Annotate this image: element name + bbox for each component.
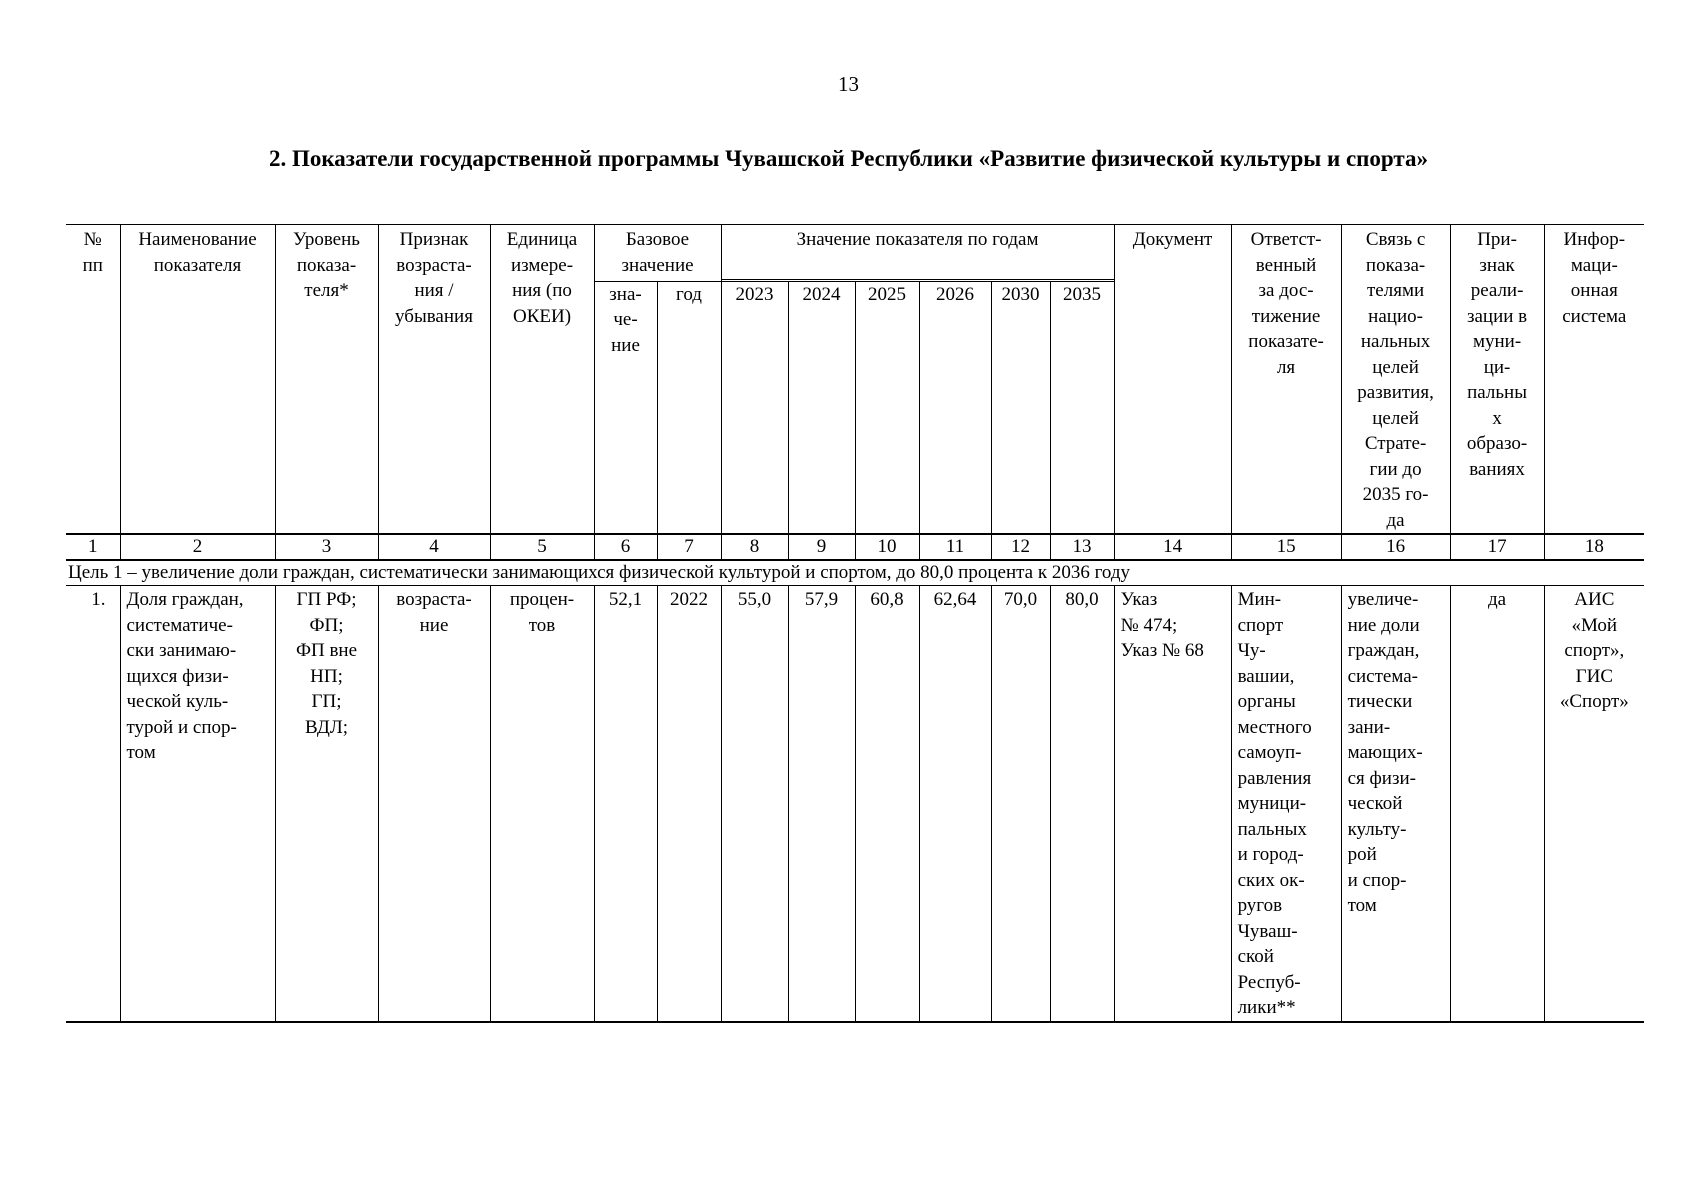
header-year-2026: 2026: [919, 281, 991, 534]
column-number: 1: [66, 534, 120, 560]
row-base-value: 52,1: [594, 586, 657, 1022]
row-unit: процен- тов: [490, 586, 594, 1022]
header-municipal: При- знак реали- зации в муни- ци- пальны х образо- ваниях: [1450, 225, 1544, 535]
column-number: 5: [490, 534, 594, 560]
row-num: 1.: [66, 586, 120, 1022]
row-value-2024: 57,9: [788, 586, 855, 1022]
row-level: ГП РФ; ФП; ФП вне НП; ГП; ВДЛ;: [275, 586, 378, 1022]
column-number: 17: [1450, 534, 1544, 560]
column-number: 11: [919, 534, 991, 560]
header-sign: Признак возраста- ния / убывания: [378, 225, 490, 535]
page-number: 13: [838, 72, 859, 96]
row-value-2026: 62,64: [919, 586, 991, 1022]
header-document: Документ: [1114, 225, 1231, 535]
column-number: 8: [721, 534, 788, 560]
row-municipal: да: [1450, 586, 1544, 1022]
header-year-2025: 2025: [855, 281, 919, 534]
column-number: 13: [1050, 534, 1114, 560]
column-number: 15: [1231, 534, 1341, 560]
header-base-value: зна- че- ние: [594, 281, 657, 534]
row-infosys: АИС «Мой спорт», ГИС «Спорт»: [1544, 586, 1644, 1022]
column-number: 10: [855, 534, 919, 560]
header-infosys: Инфор- маци- онная система: [1544, 225, 1644, 535]
row-link: увеличе- ние доли граждан, система- тически зани- мающих- ся физи- ческой культу- рой и спор- том: [1341, 586, 1450, 1022]
column-number-row: [66, 534, 1644, 560]
column-number: 3: [275, 534, 378, 560]
column-number: 18: [1544, 534, 1644, 560]
header-base-year: год: [657, 281, 721, 534]
header-base: Базовое значение: [594, 225, 721, 282]
header-level: Уровень показа- теля*: [275, 225, 378, 535]
column-number: 16: [1341, 534, 1450, 560]
column-number: 4: [378, 534, 490, 560]
header-row-1: [66, 225, 1644, 280]
row-value-2025: 60,8: [855, 586, 919, 1022]
page-title: 2. Показатели государственной программы Чувашской Республики «Развитие физической культуры и спорта»: [269, 146, 1428, 171]
header-unit: Единица измере- ния (по ОКЕИ): [490, 225, 594, 535]
header-responsible: Ответст- венный за дос- тижение показате- ля: [1231, 225, 1341, 535]
header-year-2024: 2024: [788, 281, 855, 534]
row-value-2035: 80,0: [1050, 586, 1114, 1022]
column-number: 6: [594, 534, 657, 560]
row-document: Указ № 474; Указ № 68: [1114, 586, 1231, 1022]
header-years-group: Значение показателя по годам: [721, 225, 1114, 280]
header-name: Наименование показателя: [120, 225, 275, 535]
row-base-year: 2022: [657, 586, 721, 1022]
row-value-2030: 70,0: [991, 586, 1050, 1022]
header-link: Связь с показа- телями нацио- нальных целей развития, целей Страте- гии до 2035 го- да: [1341, 225, 1450, 535]
column-number: 14: [1114, 534, 1231, 560]
column-number: 9: [788, 534, 855, 560]
header-year-2023: 2023: [721, 281, 788, 534]
column-number: 7: [657, 534, 721, 560]
row-responsible: Мин- спорт Чу- вашии, органы местного самоуп- равления муници- пальных и город- ских ок- ругов Чуваш- ской Респуб- лики**: [1231, 586, 1341, 1022]
goal-row: [66, 560, 1644, 586]
row-sign: возраста- ние: [378, 586, 490, 1022]
goal-text: Цель 1 – увеличение доли граждан, систематически занимающихся физической культурой и спортом, до 80,0 процента к 2036 году: [66, 560, 1644, 586]
table-row: [66, 586, 1644, 1022]
header-year-2030: 2030: [991, 281, 1050, 534]
column-number: 12: [991, 534, 1050, 560]
header-num: № пп: [66, 225, 120, 535]
column-number: 2: [120, 534, 275, 560]
indicators-table: [66, 224, 1644, 1023]
header-year-2035: 2035: [1050, 281, 1114, 534]
row-value-2023: 55,0: [721, 586, 788, 1022]
row-name: Доля граждан, систематиче- ски занимаю- щихся физи- ческой куль- турой и спор- том: [120, 586, 275, 1022]
